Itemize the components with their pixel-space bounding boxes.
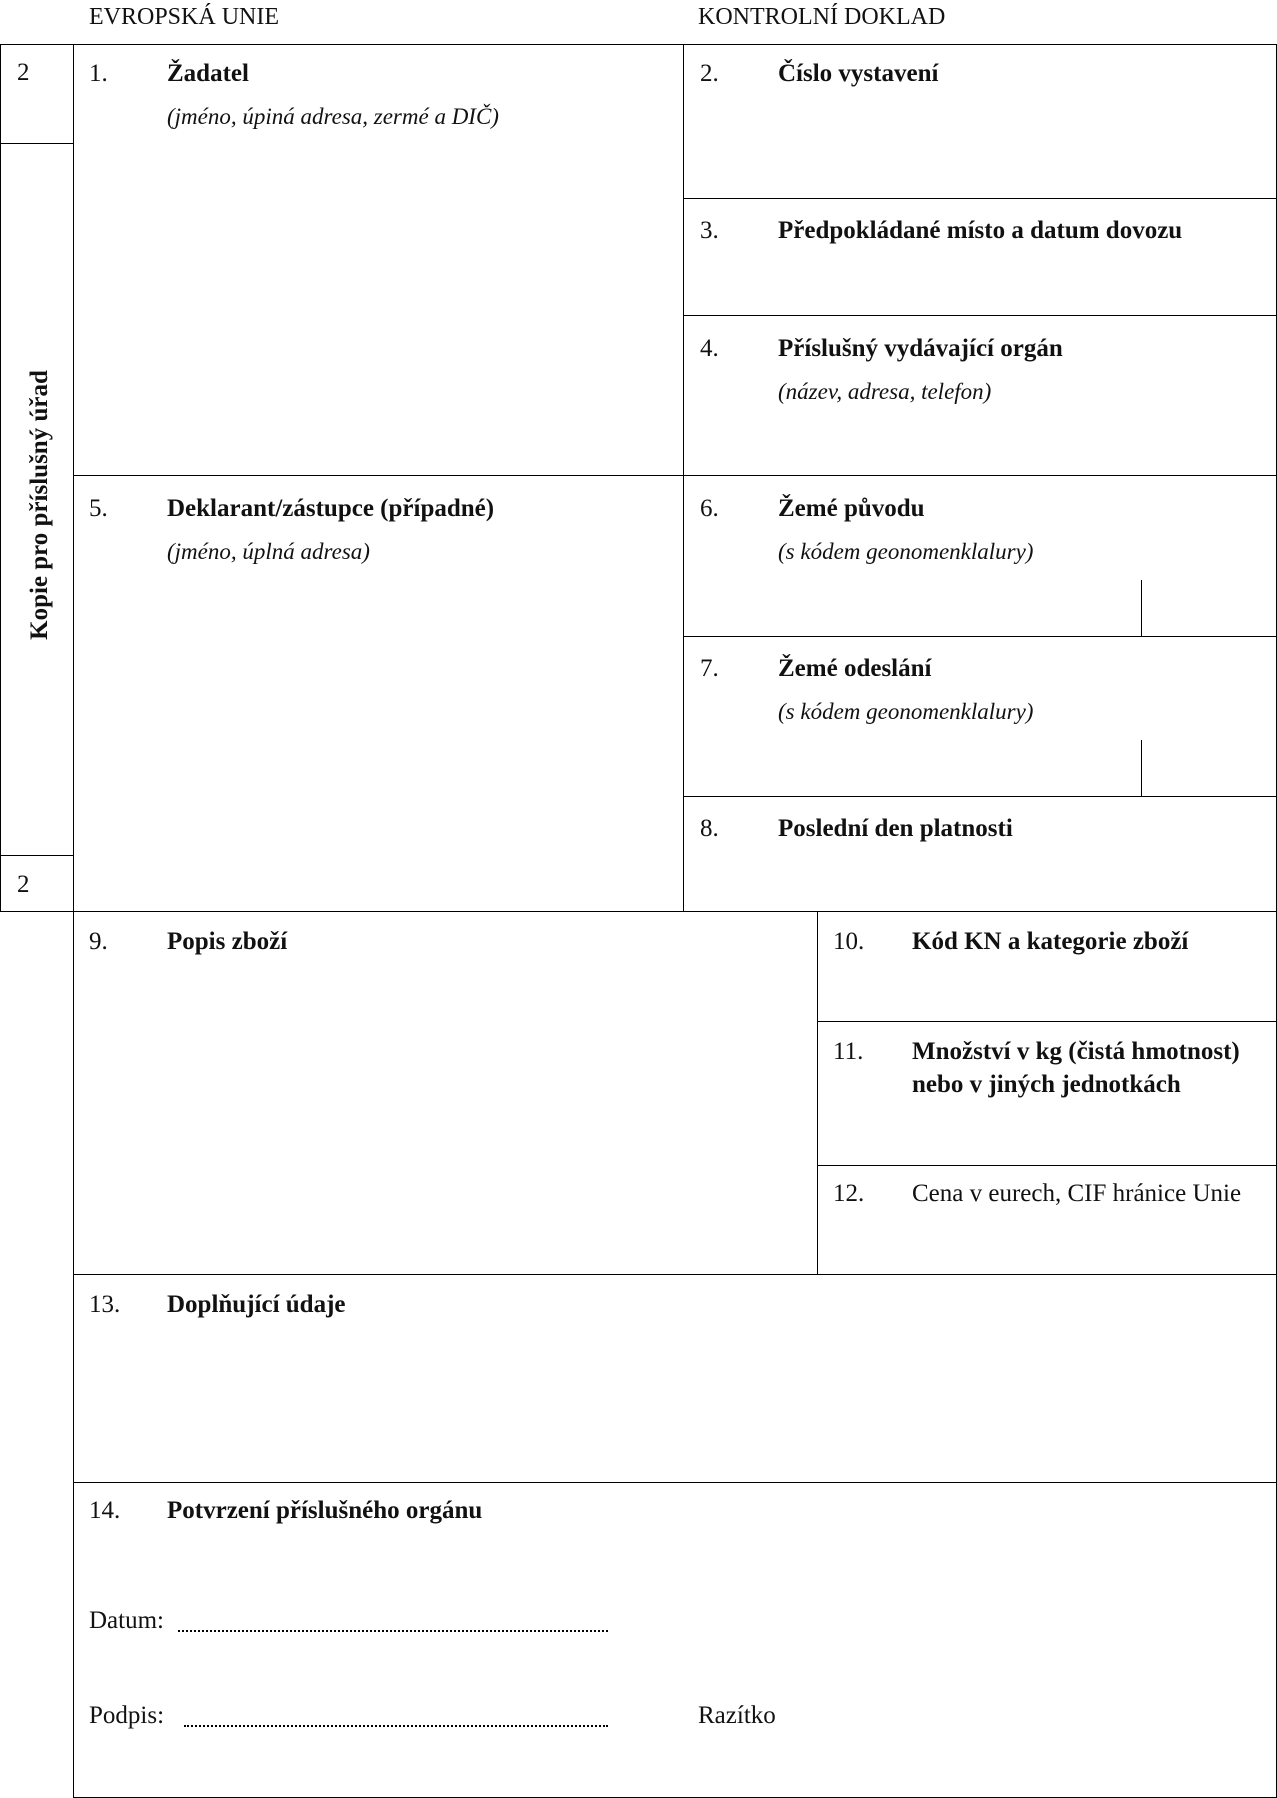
box-7-title: Žemé odeslání — [778, 655, 932, 682]
box-1-hint: (jméno, úpiná adresa, zermé a DIČ) — [167, 104, 499, 129]
box-1-title: Žadatel — [167, 60, 249, 87]
box-6-title: Žemé původu — [778, 495, 925, 522]
box-14-title: Potvrzení příslušného orgánu — [167, 1497, 483, 1524]
box-4-number: 4. — [700, 335, 719, 362]
box-9-title: Popis zboží — [167, 928, 288, 955]
date-label: Datum: — [89, 1607, 164, 1634]
lower-middle-divider — [817, 911, 818, 1275]
box-10-number: 10. — [833, 928, 865, 955]
box-11-title-line2: nebo v jiných jednotkách — [912, 1071, 1181, 1098]
box-7-number: 7. — [700, 655, 719, 682]
divider-11-12 — [817, 1165, 1277, 1166]
divider-1-5 — [73, 475, 684, 476]
divider-9-13 — [73, 1274, 1277, 1275]
divider-13-14 — [73, 1482, 1277, 1483]
box-1-number: 1. — [89, 60, 108, 87]
header-right: KONTROLNÍ DOKLAD — [698, 4, 946, 30]
divider-4-6 — [683, 475, 1277, 476]
divider-10-11 — [817, 1021, 1277, 1022]
box-12-number: 12. — [833, 1180, 865, 1207]
box-7-hint: (s kódem geonomenklalury) — [778, 699, 1034, 724]
box-2-number: 2. — [700, 60, 719, 87]
box-4-title: Příslušný vydávající orgán — [778, 335, 1063, 362]
header-left: EVROPSKÁ UNIE — [89, 4, 280, 30]
left-border — [0, 44, 1, 912]
box-5-hint: (jméno, úplná adresa) — [167, 539, 370, 564]
stamp-label: Razítko — [698, 1702, 776, 1729]
date-field[interactable] — [180, 1604, 606, 1632]
signature-field[interactable] — [186, 1699, 606, 1727]
copy-label: Kopie pro příslušný úřad — [26, 370, 53, 640]
signature-label: Podpis: — [89, 1702, 165, 1729]
box-3-title: Předpokládané místo a datum dovozu — [778, 217, 1183, 244]
box-6-hint: (s kódem geonomenklalury) — [778, 539, 1034, 564]
box-13-title: Doplňující údaje — [167, 1291, 346, 1318]
box-5-number: 5. — [89, 495, 108, 522]
divider-7-8 — [683, 796, 1277, 797]
box-11-number: 11. — [833, 1038, 864, 1065]
box-8-title: Poslední den platnosti — [778, 815, 1013, 842]
side-divider-top — [0, 143, 73, 144]
box-13-number: 13. — [89, 1291, 121, 1318]
code-tick-7 — [1141, 740, 1142, 796]
box-4-hint: (název, adresa, telefon) — [778, 379, 992, 404]
top-border — [0, 44, 1277, 45]
box-10-title: Kód KN a kategorie zboží — [912, 928, 1189, 955]
upper-middle-divider — [683, 44, 684, 912]
box-3-number: 3. — [700, 217, 719, 244]
box-14-number: 14. — [89, 1497, 121, 1524]
box-2-title: Číslo vystavení — [778, 60, 939, 87]
box-5-title: Deklarant/zástupce (případné) — [167, 495, 495, 522]
main-left-border — [73, 44, 74, 1798]
divider-3-4 — [683, 315, 1277, 316]
box-12-title: Cena v eurech, CIF hránice Unie — [912, 1180, 1242, 1207]
divider-2-3 — [683, 198, 1277, 199]
copy-number-bottom: 2 — [17, 871, 30, 898]
copy-number-top: 2 — [17, 59, 30, 86]
upper-section-bottom — [0, 911, 1277, 912]
box-9-number: 9. — [89, 928, 108, 955]
box-6-number: 6. — [700, 495, 719, 522]
box-11-title-line1: Množství v kg (čistá hmotnost) — [912, 1038, 1240, 1065]
side-divider-bottom — [0, 855, 73, 856]
box-8-number: 8. — [700, 815, 719, 842]
divider-6-7 — [683, 636, 1277, 637]
code-tick-6 — [1141, 580, 1142, 636]
